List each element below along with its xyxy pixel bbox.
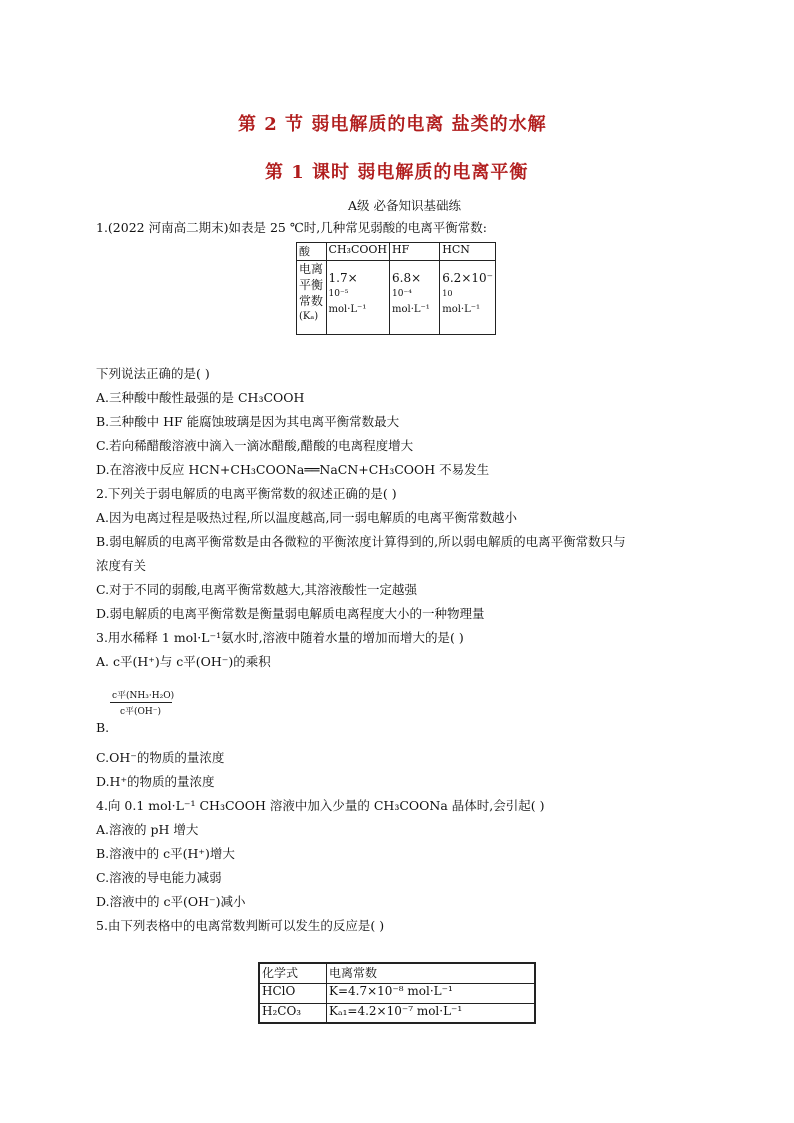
q3-option-d: D.H⁺的物质的量浓度: [96, 774, 215, 789]
q3-option-a: A. c平(H⁺)与 c平(OH⁻)的乘积: [96, 654, 271, 669]
q5-header-constant: 电离常数: [327, 963, 536, 983]
q3-fraction-numerator: c平(NH₃·H₂O): [112, 691, 175, 701]
q1-header-hf: HF: [390, 243, 440, 261]
q5-stem: 5.由下列表格中的电离常数判断可以发生的反应是( ): [96, 918, 385, 933]
lesson-title: 第 1 课时 弱电解质的电离平衡: [265, 162, 529, 183]
q1-row-label: 电离 平衡 常数 (Kₐ): [297, 261, 327, 335]
q1-option-b: B.三种酸中 HF 能腐蚀玻璃是因为其电离平衡常数最大: [96, 414, 400, 429]
q5-row-h2co3-constant: Kₐ₁=4.2×10⁻⁷ mol·L⁻¹: [327, 1003, 536, 1023]
q3-fraction-bar: [110, 702, 172, 703]
q2-option-a: A.因为电离过程是吸热过程,所以温度越高,同一弱电解质的电离平衡常数越小: [96, 510, 517, 525]
q5-table: [258, 962, 536, 1024]
q5-row-hclo-constant: K=4.7×10⁻⁸ mol·L⁻¹: [327, 983, 536, 1003]
q1-value-ch3cooh: 1.7× 10⁻⁵ mol·L⁻¹: [326, 261, 389, 335]
q3-fraction-denominator: c平(OH⁻): [120, 707, 162, 717]
q1-table: [296, 242, 496, 335]
section-title: 第 2 节 弱电解质的电离 盐类的水解: [238, 114, 547, 135]
q1-option-a: A.三种酸中酸性最强的是 CH₃COOH: [96, 390, 305, 405]
q5-row-h2co3-formula: H₂CO₃: [259, 1003, 327, 1023]
q1-option-c: C.若向稀醋酸溶液中滴入一滴冰醋酸,醋酸的电离程度增大: [96, 438, 414, 453]
q5-header-formula: 化学式: [259, 963, 327, 983]
q1-value-hf: 6.8× 10⁻⁴ mol·L⁻¹: [390, 261, 440, 335]
q3-fraction: [110, 688, 174, 717]
q2-option-b-cont: 浓度有关: [96, 558, 147, 573]
q1-header-acid: 酸: [297, 243, 327, 261]
q4-option-c: C.溶液的导电能力减弱: [96, 870, 222, 885]
q2-option-c: C.对于不同的弱酸,电离平衡常数越大,其溶液酸性一定越强: [96, 582, 418, 597]
level-heading: A级 必备知识基础练: [348, 198, 462, 213]
q4-option-a: A.溶液的 pH 增大: [96, 822, 199, 837]
q1-stem: 1.(2022 河南高二期末)如表是 25 ℃时,几种常见弱酸的电离平衡常数:: [96, 220, 487, 235]
q1-value-hcn: 6.2×10⁻ 10 mol·L⁻¹: [440, 261, 496, 335]
q3-option-c: C.OH⁻的物质的量浓度: [96, 750, 225, 765]
q1-prompt: 下列说法正确的是( ): [96, 366, 210, 381]
q1-header-hcn: HCN: [440, 243, 496, 261]
q2-option-d: D.弱电解质的电离平衡常数是衡量弱电解质电离程度大小的一种物理量: [96, 606, 485, 621]
q3-stem: 3.用水稀释 1 mol·L⁻¹氨水时,溶液中随着水量的增加而增大的是( ): [96, 630, 464, 645]
q4-option-d: D.溶液中的 c平(OH⁻)减小: [96, 894, 246, 909]
q4-stem: 4.向 0.1 mol·L⁻¹ CH₃COOH 溶液中加入少量的 CH₃COONa 晶体时,会引起( ): [96, 798, 545, 813]
q4-option-b: B.溶液中的 c平(H⁺)增大: [96, 846, 235, 861]
q1-option-d: D.在溶液中反应 HCN+CH₃COONa══NaCN+CH₃COOH 不易发生: [96, 462, 490, 477]
q3-option-b: B.: [96, 720, 110, 735]
q2-option-b: B.弱电解质的电离平衡常数是由各微粒的平衡浓度计算得到的,所以弱电解质的电离平衡常数只与: [96, 534, 626, 549]
q5-row-hclo-formula: HClO: [259, 983, 327, 1003]
q1-header-ch3cooh: CH₃COOH: [326, 243, 389, 261]
q2-stem: 2.下列关于弱电解质的电离平衡常数的叙述正确的是( ): [96, 486, 397, 501]
